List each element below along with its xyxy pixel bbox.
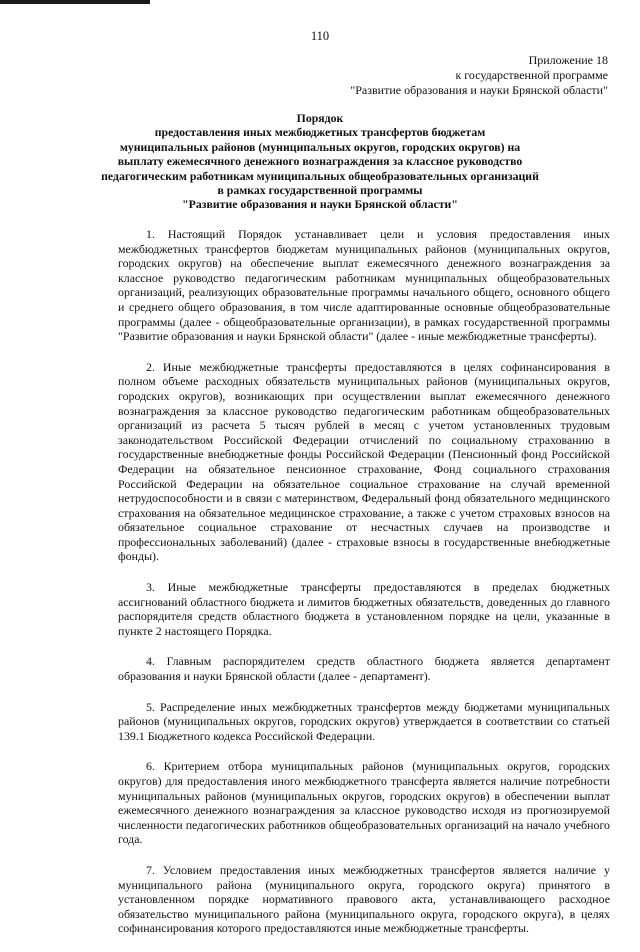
appendix-line: Приложение 18 xyxy=(528,53,608,67)
appendix-line: "Развитие образования и науки Брянской области" xyxy=(350,83,608,97)
paragraph-6: 6. Критерием отбора муниципальных районов (муниципальных округов, городских округов) для предоставления иного межбюджетного трансферта является наличие потребности муниципальных районов (муниципальных округов, городских округов) в обеспечении выплат ежемесячного денежного вознаграждения за классное руководство исходя из прогнозируемой численности педагогических работников общеобразовательных организаций на начало учебного года. xyxy=(118,759,610,847)
appendix-header xyxy=(350,53,608,98)
appendix-line: к государственной программе xyxy=(455,68,608,82)
title-line: в рамках государственной программы xyxy=(217,183,423,198)
paragraph-2: 2. Иные межбюджетные трансферты предоставляются в целях софинансирования в полном объеме расходных обязательств муниципальных районов (муниципальных округов, городских округов), возникающих при осуществлении выплат ежемесячного денежного вознаграждения за классное руководство педагогическим работникам общеобразовательных организаций из расчета 5 тысяч рублей в месяц с учетом установленных трудовым законодательством Российской Федерации отчислений по социальному страхованию в государственные внебюджетные фонды Российской Федерации (Пенсионный фонд Российской Федерации на обязательное пенсионное страхование, Фонд социального страхования Российской Федерации на обязательное социальное страхование на случай временной нетрудоспособности и в связи с материнством, Федеральный фонд обязательного медицинского страхования на обязательное медицинское страхование, а также с учетом страховых взносов на обязательное социальное страхование от несчастных случаев на производстве и профессиональных заболеваний) (далее - страховые взносы в государственные внебюджетные фонды). xyxy=(118,359,610,564)
title-line: муниципальных районов (муниципальных округов, городских округов) на xyxy=(119,139,521,154)
paragraph-5: 5. Распределение иных межбюджетных трансфертов между бюджетами муниципальных районов (муниципальных округов, городских округов) утверждается в соответствии со статьей 139.1 Бюджетного кодекса Российской Федерации. xyxy=(118,699,610,743)
paragraph-7: 7. Условием предоставления иных межбюджетных трансфертов является наличие у муниципального района (муниципального округа, городского округа) принятого в установленном порядке нормативного правового акта, устанавливающего расходное обязательство муниципального района (муниципального округа, городского округа), в целях софинансирования которого предоставляются иные межбюджетные трансферты. xyxy=(118,862,610,936)
paragraph-1: 1. Настоящий Порядок устанавливает цели и условия предоставления иных межбюджетных трансфертов бюджетам муниципальных районов (муниципальных округов, городских округов) на обеспечение выплат ежемесячного денежного вознаграждения за классное руководство педагогическим работникам муниципальных общеобразовательных организаций, реализующих образовательные программы начального общего, основного общего и среднего общего образования, в том числе адаптированные основные общеобразовательные программы (далее - общеобразовательные организации), в рамках государственной программы "Развитие образования и науки Брянской области" (далее - иные межбюджетные трансферты). xyxy=(118,227,610,344)
title-line: выплату ежемесячного денежного вознаграждения за классное руководство xyxy=(117,154,523,169)
title-line: предоставления иных межбюджетных трансфертов бюджетам xyxy=(154,125,486,140)
title-line: Порядок xyxy=(296,111,344,125)
document-body xyxy=(118,227,610,952)
paragraph-4: 4. Главным распорядителем средств областного бюджета является департамент образования и науки Брянской области (далее - департамент). xyxy=(118,654,610,684)
top-edge-mark xyxy=(0,0,150,4)
page-number: 110 xyxy=(310,29,330,43)
title-line: педагогическим работникам муниципальных общеобразовательных организаций xyxy=(101,168,539,183)
document-title xyxy=(60,111,580,212)
paragraph-3: 3. Иные межбюджетные трансферты предоставляются в пределах бюджетных ассигнований областного бюджета и лимитов бюджетных обязательств, доведенных до главного распорядителя средств областного бюджета в установленном порядке на цели, указанные в пункте 2 настоящего Порядка. xyxy=(118,580,610,638)
title-line: "Развитие образования и науки Брянской области" xyxy=(182,197,458,212)
